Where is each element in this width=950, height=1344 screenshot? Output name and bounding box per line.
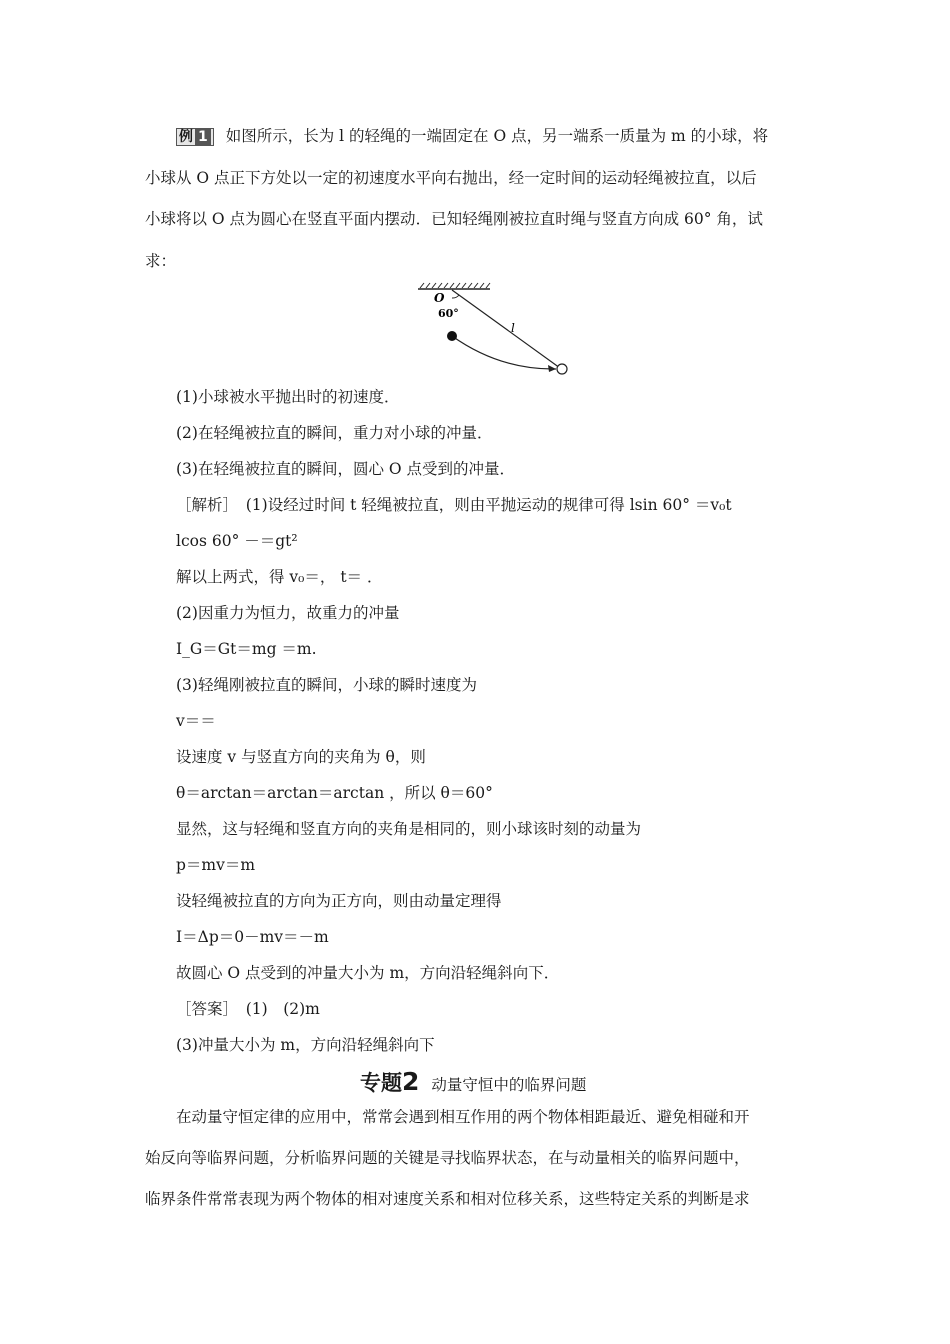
rope-line: [452, 290, 560, 368]
question-3: (3)在轻绳被拉直的瞬间，圆心 O 点受到的冲量．: [176, 460, 516, 478]
angle-arc: [452, 295, 459, 298]
question-2: (2)在轻绳被拉直的瞬间，重力对小球的冲量．: [176, 424, 493, 442]
body-line: 临界条件常常表现为两个物体的相对速度关系和相对位移关系，这些特定关系的判断是求: [145, 1190, 750, 1208]
ball-start: [447, 331, 457, 341]
body-line: 在动量守恒定律的应用中，常常会遇到相互作用的两个物体相距最近、避免相碰和开: [176, 1108, 750, 1126]
label-l: l: [511, 321, 515, 335]
solution-line: 设速度 v 与竖直方向的夹角为 θ，则: [176, 748, 426, 766]
solution-line: I＝Δp＝0－mv＝－m: [176, 928, 329, 946]
label-O: O: [434, 291, 445, 305]
solution-line: θ＝arctan＝arctan＝arctan ，所以 θ＝60°: [176, 784, 493, 802]
trajectory-arrowhead: [548, 365, 556, 372]
example-badge: 例 1: [176, 128, 214, 146]
solution-line: 故圆心 O 点受到的冲量大小为 m，方向沿轻绳斜向下．: [176, 964, 560, 982]
pendulum-diagram: [410, 280, 580, 380]
solution-line: (2)因重力为恒力，故重力的冲量: [176, 604, 400, 622]
ball-end: [557, 364, 567, 374]
example-line-4: 求：: [145, 252, 177, 270]
solution-line: (3)轻绳刚被拉直的瞬间，小球的瞬时速度为: [176, 676, 477, 694]
section-heading: 专题2 动量守恒中的临界问题: [360, 1067, 587, 1096]
body-line: 始反向等临界问题，分析临界问题的关键是寻找临界状态，在与动量相关的临界问题中，: [145, 1149, 750, 1167]
solution-line: I_G＝Gt＝mg ＝m.: [176, 640, 317, 658]
example-line-1: 例 1 如图所示，长为 l 的轻绳的一端固定在 O 点，另一端系一质量为 m 的小球，将: [176, 126, 768, 146]
solution-line: 显然，这与轻绳和竖直方向的夹角是相同的，则小球该时刻的动量为: [176, 820, 642, 838]
answer-line: (3)冲量大小为 m，方向沿轻绳斜向下: [176, 1036, 435, 1054]
solution-line: v＝＝: [176, 712, 216, 730]
solution-line: 解以上两式，得 v₀＝， t＝ ．: [176, 568, 383, 586]
example-line-3: 小球将以 O 点为圆心在竖直平面内摆动．已知轻绳刚被拉直时绳与竖直方向成 60° 角，试: [145, 210, 763, 228]
solution-line: lcos 60° －＝gt²: [176, 532, 298, 550]
example-line-2: 小球从 O 点正下方处以一定的初速度水平向右抛出，经一定时间的运动轻绳被拉直，以后: [145, 169, 757, 187]
solution-line: ［解析］ (1)设经过时间 t 轻绳被拉直，则由平抛运动的规律可得 lsin 60° ＝v₀t: [176, 496, 732, 514]
solution-line: p＝mv＝m: [176, 856, 256, 874]
label-angle: 60°: [438, 307, 459, 320]
trajectory-curve: [452, 336, 556, 369]
question-1: (1)小球被水平抛出时的初速度．: [176, 388, 400, 406]
solution-line: 设轻绳被拉直的方向为正方向，则由动量定理得: [176, 892, 502, 910]
ceiling-hatch: [420, 283, 490, 288]
answer-line: ［答案］ (1) (2)m: [176, 1000, 320, 1018]
